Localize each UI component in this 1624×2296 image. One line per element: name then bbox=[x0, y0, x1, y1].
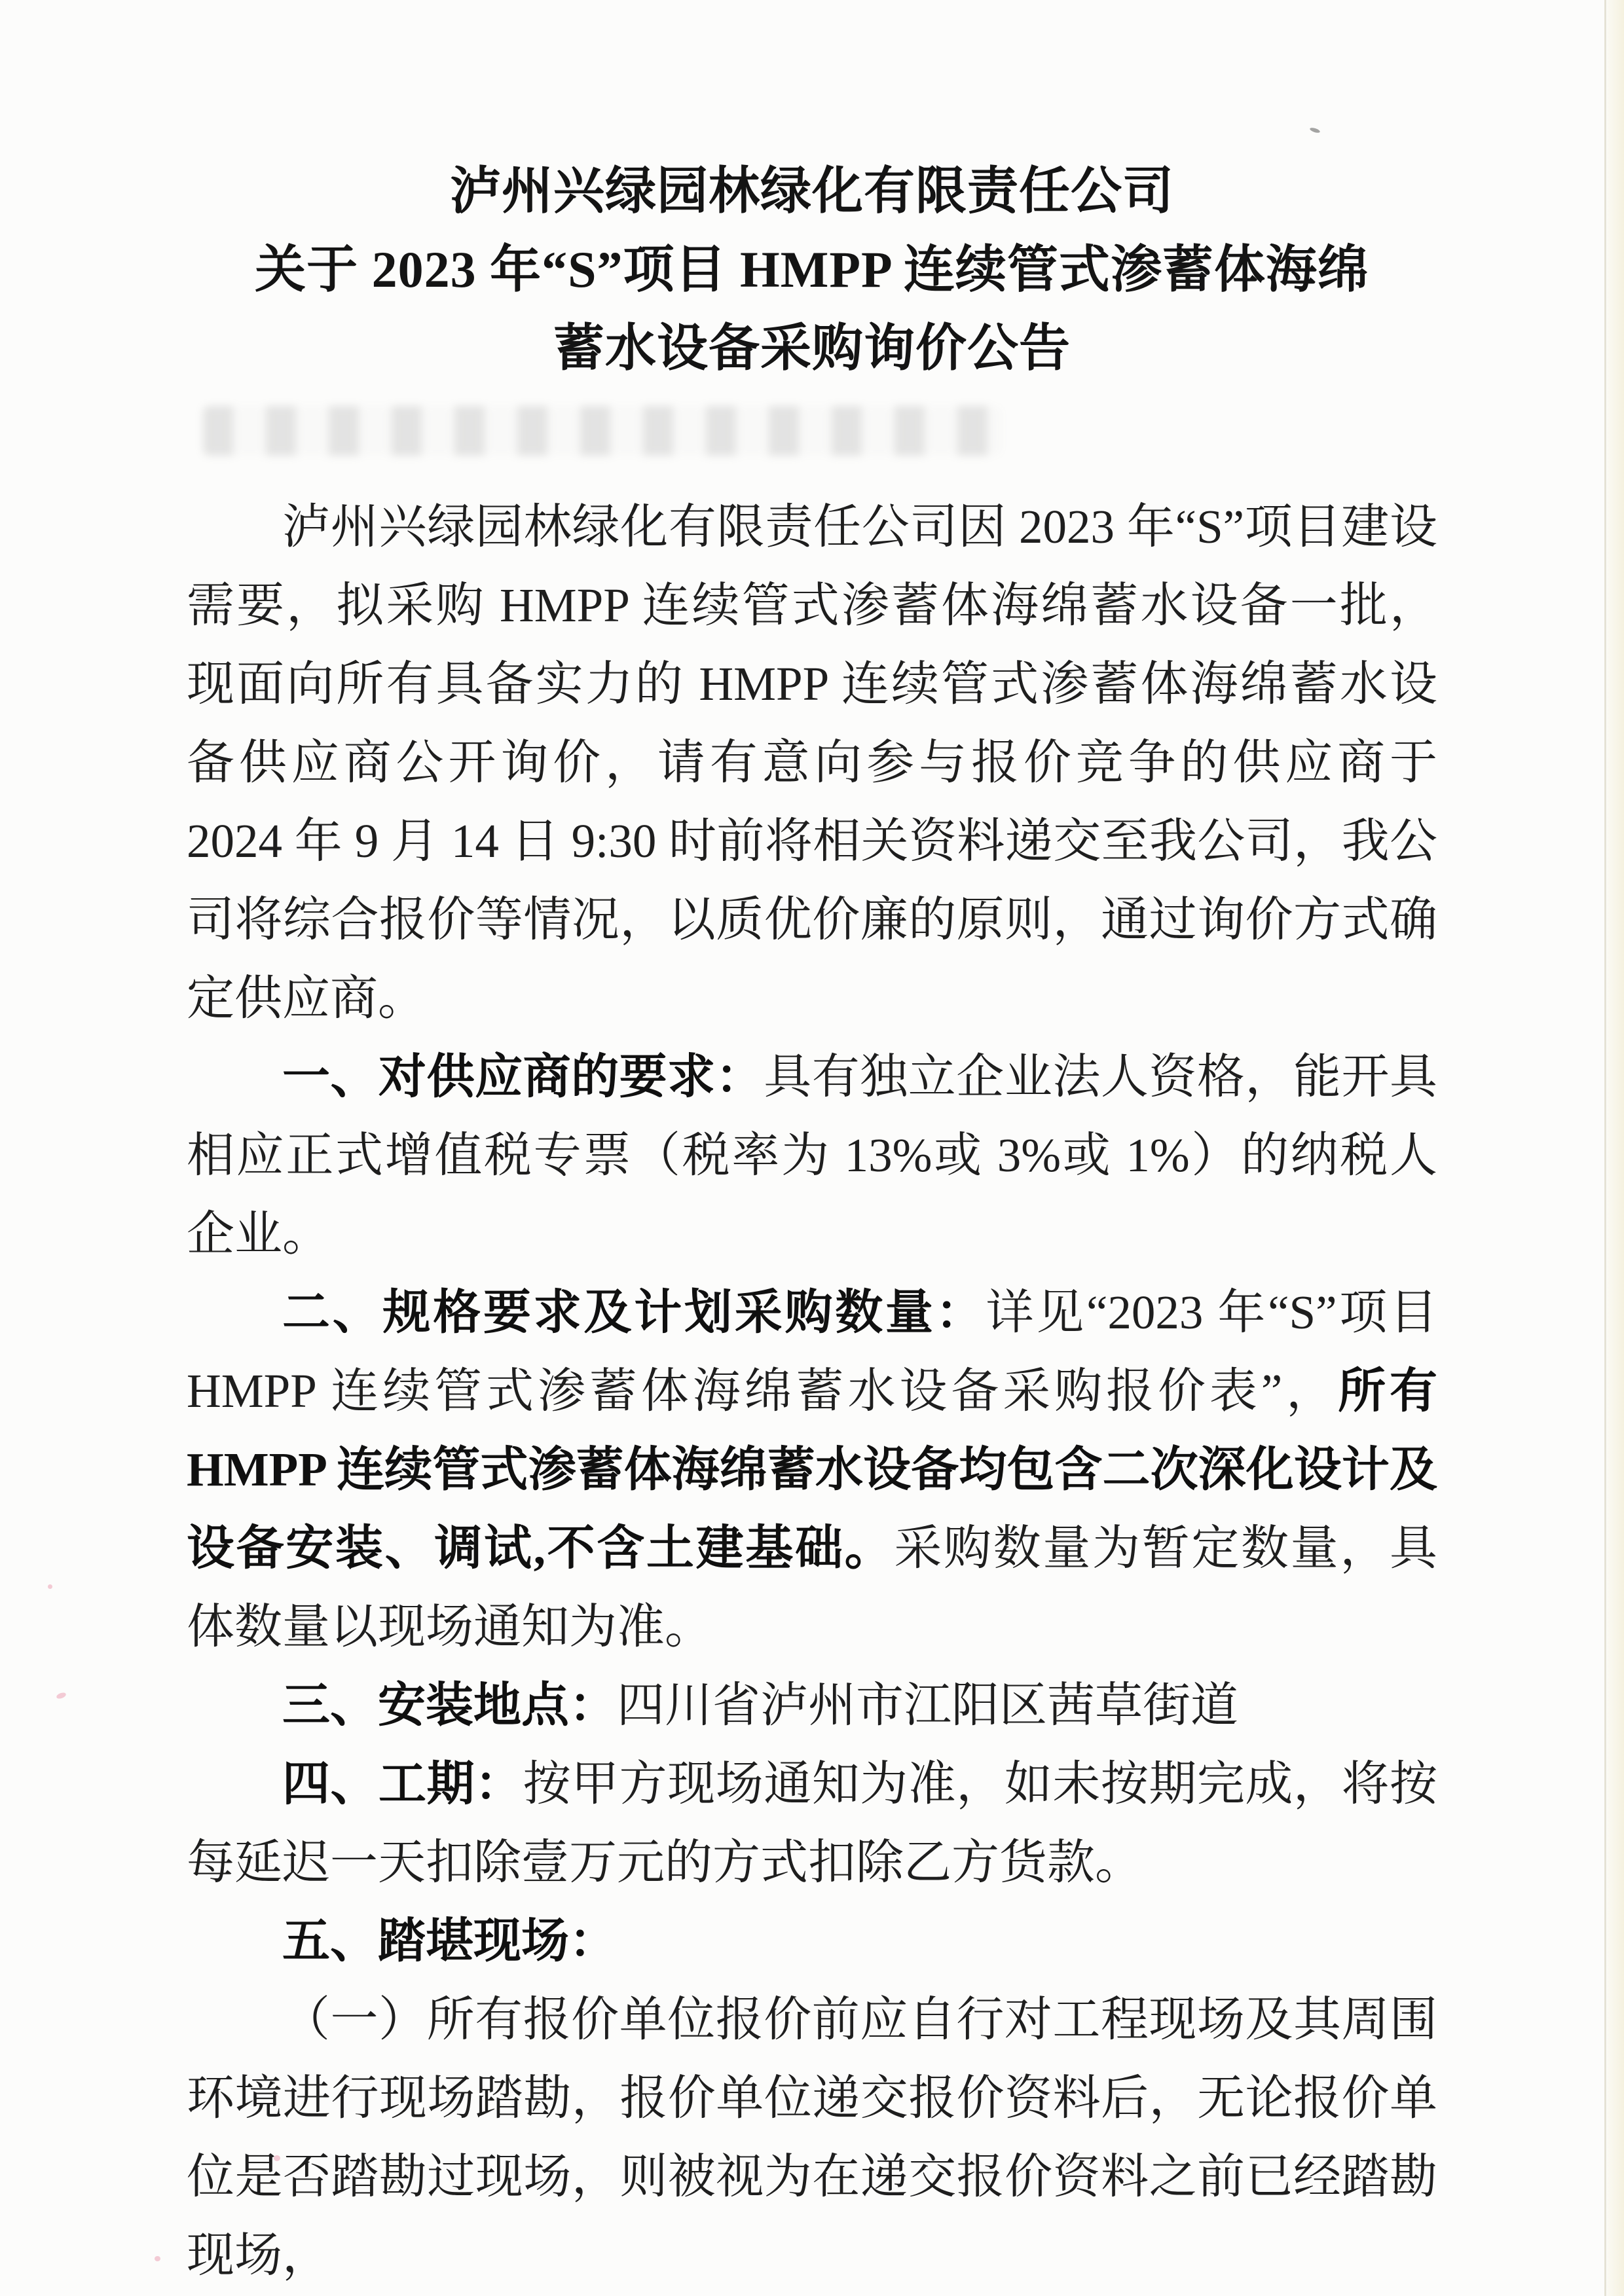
section-6-heading: （一） bbox=[282, 1993, 427, 2046]
section-4-text: 按甲方现场通知为准，如未按期完成，将按每延迟一天扣除壹万元的方式扣除乙方货款。 bbox=[187, 1757, 1437, 1889]
section-1-heading: 一、对供应商的要求： bbox=[282, 1050, 764, 1103]
section-2-tail-text: 采购数量为暂定数量，具体数量以现场通知为准。 bbox=[187, 1522, 1438, 1653]
section-3-text: 四川省泸州市江阳区茜草街道 bbox=[617, 1679, 1238, 1732]
scan-edge-line-artifact bbox=[1604, 0, 1606, 2296]
bleed-through-artifact bbox=[203, 406, 1002, 456]
document-body bbox=[187, 488, 1437, 2295]
intro-paragraph bbox=[187, 488, 1437, 1038]
section-supplier-requirements bbox=[187, 1038, 1437, 1273]
intro-text: 泸州兴绿园林绿化有限责任公司因 2023 年“S”项目建设需要，拟采购 HMPP 连续管式渗蓄体海绵蓄水设备一批，现面向所有具备实力的 HMPP 连续管式渗蓄体海绵蓄水设备供应商公开询价，请有意向参与报价竞争的供应商于 2024 年 9 月 14 日 9:30 时前将相关资料递交至我公司，我公司将综合报价等情况，以质优价廉的原则，通过询价方式确定供应商。 bbox=[187, 500, 1437, 1025]
section-install-location bbox=[187, 1666, 1437, 1745]
title-line-project: 关于 2023 年“S”项目 HMPP 连续管式渗蓄体海绵 bbox=[255, 241, 1369, 298]
section-3-heading: 三、安装地点： bbox=[282, 1679, 617, 1732]
scan-edge-strip-artifact bbox=[1607, 0, 1624, 2296]
scan-speck-artifact bbox=[56, 1692, 67, 1700]
section-2-text: 详见“2023 年“S”项目 HMPP 连续管式渗蓄体海绵蓄水设备采购报价表”， bbox=[187, 1286, 1438, 1417]
section-1-text: 具有独立企业法人资格，能开具相应正式增值税专票（税率为 13%或 3%或 1%）的纳税人企业。 bbox=[187, 1050, 1438, 1260]
section-site-visit-item-1 bbox=[187, 1980, 1437, 2295]
scan-speck-artifact bbox=[48, 1584, 52, 1589]
title-line-notice: 蓄水设备采购询价公告 bbox=[553, 319, 1071, 376]
section-spec-quantity bbox=[187, 1273, 1437, 1666]
section-4-heading: 四、工期： bbox=[282, 1757, 523, 1810]
scan-speck-artifact bbox=[1309, 127, 1320, 134]
section-5-heading: 五、踏堪现场： bbox=[282, 1914, 617, 1967]
section-2-bold-text: 所有 HMPP 连续管式渗蓄体海绵蓄水设备均包含二次深化设计及设备安装、调试,不含土建基础。 bbox=[187, 1364, 1437, 1575]
section-2-heading: 二、规格要求及计划采购数量： bbox=[282, 1286, 986, 1339]
title-line-company: 泸州兴绿园林绿化有限责任公司 bbox=[449, 162, 1174, 219]
scan-speck-artifact bbox=[274, 2155, 280, 2161]
section-construction-period bbox=[187, 1745, 1437, 1902]
document-title bbox=[0, 152, 1624, 388]
section-6-text: 所有报价单位报价前应自行对工程现场及其周围环境进行现场踏勘，报价单位递交报价资料后，无论报价单位是否踏勘过现场，则被视为在递交报价资料之前已经踏勘现场， bbox=[187, 1993, 1438, 2282]
section-site-visit bbox=[187, 1902, 1437, 1980]
scan-speck-artifact bbox=[155, 2256, 160, 2261]
